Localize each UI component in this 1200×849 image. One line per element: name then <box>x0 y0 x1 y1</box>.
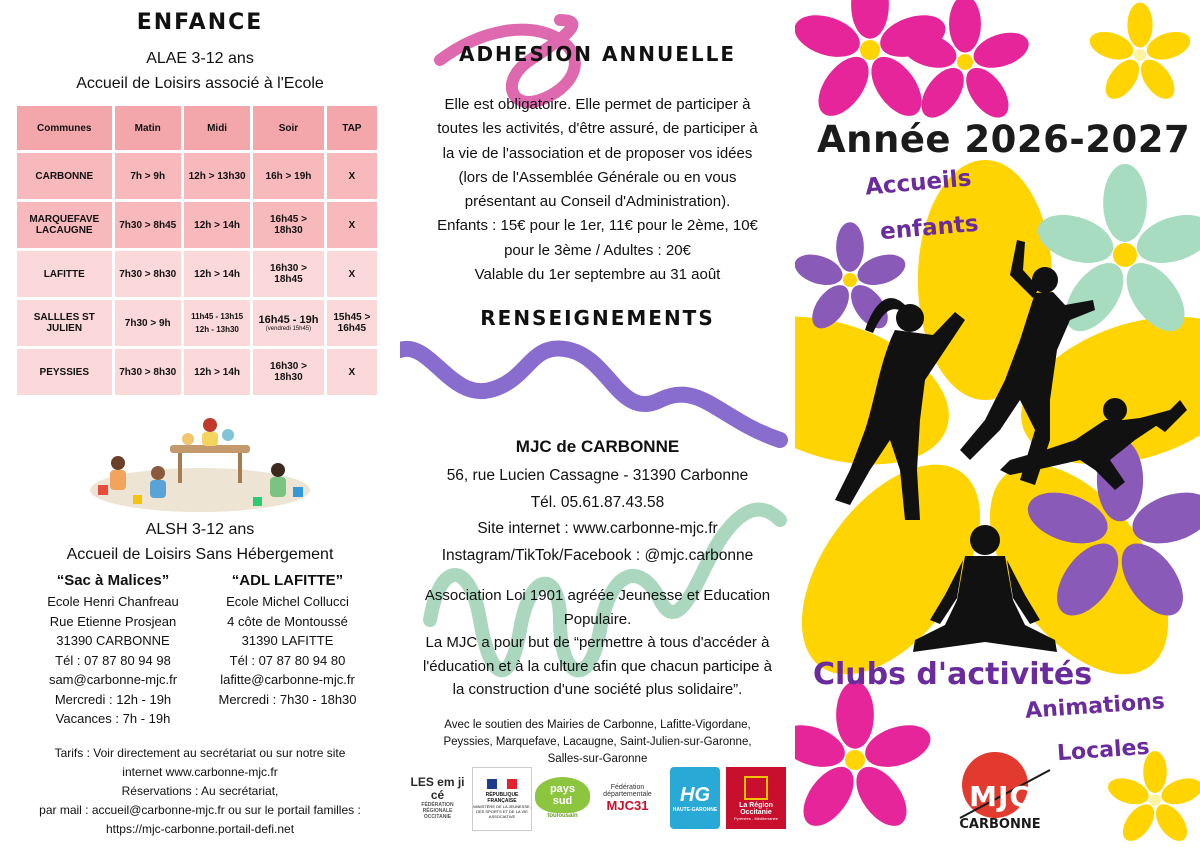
logo-occitanie-name: La Région Occitanie <box>739 801 773 816</box>
header-communes: Communes <box>17 106 112 150</box>
adl-lafitte-name: “ADL LAFITTE” <box>231 572 344 589</box>
adhesion-line: Elle est obligatoire. Elle permet de participer à <box>444 96 751 113</box>
logo-haute-garonne <box>670 767 720 829</box>
cell-matin: 7h > 9h <box>115 153 181 199</box>
logo-pays-sud <box>535 767 590 829</box>
cell-soir: 16h30 > 18h30 <box>253 349 323 395</box>
schedule-table <box>14 103 380 398</box>
cell-soir <box>253 300 323 346</box>
logo-federation-mjc31 <box>595 767 660 829</box>
cell-midi: 12h > 14h <box>184 202 250 248</box>
adhesion-line: Valable du 1er septembre au 31 août <box>474 266 721 284</box>
cell-commune: SALLLES ST JULIEN <box>17 300 112 346</box>
cell-commune: PEYSSIES <box>17 349 112 395</box>
logo-region-occitanie <box>726 767 786 829</box>
adhesion-text <box>400 93 795 287</box>
cell-midi-line1: 11h45 - 13h15 <box>191 312 244 321</box>
table-row <box>17 202 377 248</box>
logo-emjice <box>410 767 465 829</box>
year-title: Année 2026-2027 <box>817 118 1191 161</box>
adl-line: 4 côte de Montoussé <box>227 613 348 629</box>
association-line: l'éducation et à la culture afin que chacun participe à <box>423 657 772 675</box>
logo-republique <box>472 767 532 831</box>
sac-a-malices-name: “Sac à Malices” <box>56 572 170 589</box>
contact-social[interactable]: Instagram/TikTok/Facebook : @mjc.carbonne <box>441 546 754 564</box>
cell-midi: 12h > 13h30 <box>184 153 250 199</box>
adhesion-line: Enfants : 15€ pour le 1er, 11€ pour le 2ème, 10€ <box>437 217 758 235</box>
header-matin: Matin <box>115 106 181 150</box>
logo-federation-name: Fédération départementale <box>603 783 652 798</box>
enfants-label: enfants <box>879 210 980 246</box>
logo-pays-sud-name: pays sud <box>535 777 590 813</box>
enfance-title: ENFANCE <box>136 10 264 35</box>
alae-title: ALAE 3-12 ans <box>146 50 254 67</box>
adl-line: Mercredi : 7h30 - 18h30 <box>218 691 357 707</box>
adhesion-line: toutes les activités, d'être assuré, de participer à <box>437 120 758 138</box>
table-row <box>17 251 377 297</box>
cell-commune: MARQUEFAVE LACAUGNE <box>17 202 112 248</box>
logo-occitanie-sub: Pyrénées - Méditerranée <box>733 815 779 821</box>
animations-label: Animations <box>1024 689 1166 724</box>
left-panel <box>0 0 400 849</box>
cell-midi: 12h > 14h <box>184 251 250 297</box>
mjc-name: MJC de CARBONNE <box>515 437 680 456</box>
contact-block <box>400 463 795 569</box>
alae-subtitle: Accueil de Loisirs associé à l'Ecole <box>76 75 324 92</box>
children-playing-illustration <box>88 415 313 515</box>
association-line: Association Loi 1901 agréée Jeunesse et Education <box>424 587 771 604</box>
logo-republique-sub: MINISTÈRE DE LA JEUNESSE, DES SPORTS ET DE LA VIE ASSOCIATIVE <box>473 804 531 819</box>
logo-hg-name: HG <box>680 783 710 806</box>
soutien-block <box>400 717 795 768</box>
adl-line: Tél : 07 87 80 94 80 <box>229 652 346 668</box>
locales-label: Locales <box>1056 734 1151 767</box>
logo-hg-sub: HAUTE-GARONNE <box>672 806 718 813</box>
logo-emjice-name: LES em ji cé <box>410 775 465 802</box>
association-line: la construction d'une société plus solidaire”. <box>452 681 743 698</box>
contact-website[interactable]: Site internet : www.carbonne-mjc.fr <box>477 520 718 537</box>
cell-matin: 7h30 > 9h <box>115 300 181 346</box>
adhesion-line: la vie de l'association et de proposer vos idées <box>442 144 753 162</box>
table-row <box>17 153 377 199</box>
soutien-line: Salles-sur-Garonne <box>547 753 648 765</box>
cell-matin: 7h30 > 8h30 <box>115 349 181 395</box>
mjc-logo-city: CARBONNE <box>959 817 1041 832</box>
alsh-subtitle: Accueil de Loisirs Sans Hébergement <box>66 546 334 563</box>
cell-soir-note: (vendredi 15h45) <box>265 326 312 332</box>
cell-midi <box>184 300 250 346</box>
logo-federation-sub: MJC31 <box>606 797 649 813</box>
cell-matin: 7h30 > 8h30 <box>115 251 181 297</box>
sac-a-malices-block <box>28 572 198 729</box>
cell-matin: 7h30 > 8h45 <box>115 202 181 248</box>
cell-midi-line2: 12h - 13h30 <box>195 325 239 334</box>
adl-line: 31390 LAFITTE <box>241 633 334 648</box>
cell-midi: 12h > 14h <box>184 349 250 395</box>
sac-line: Mercredi : 12h - 19h <box>54 691 172 707</box>
header-midi: Midi <box>184 106 250 150</box>
adhesion-title: ADHESION ANNUELLE <box>458 42 737 66</box>
cell-tap: X <box>327 251 377 297</box>
right-panel <box>795 0 1200 849</box>
adhesion-line: (lors de l'Assemblée Générale ou en vous <box>458 168 737 186</box>
cell-tap: X <box>327 349 377 395</box>
contact-address: 56, rue Lucien Cassagne - 31390 Carbonne <box>446 467 749 484</box>
tarifs-line: Tarifs : Voir directement au secrétariat ou sur notre site <box>54 746 346 760</box>
table-row <box>17 300 377 346</box>
cell-tap: 15h45 > 16h45 <box>327 300 377 346</box>
adl-lafitte-block <box>200 572 375 709</box>
cell-soir: 16h30 > 18h45 <box>253 251 323 297</box>
association-block <box>400 584 795 702</box>
tarifs-line: internet www.carbonne-mjc.fr <box>122 765 278 779</box>
soutien-line: Peyssies, Marquefave, Lacaugne, Saint-Julien-sur-Garonne, <box>443 736 752 748</box>
cell-soir-line1: 16h45 - 19h <box>258 314 319 326</box>
association-line: Populaire. <box>563 610 632 628</box>
cell-soir: 16h45 > 18h30 <box>253 202 323 248</box>
header-tap: TAP <box>327 106 377 150</box>
cell-commune: LAFITTE <box>17 251 112 297</box>
sac-line: 31390 CARBONNE <box>56 633 170 648</box>
sac-line: Ecole Henri Chanfreau <box>47 594 179 609</box>
middle-panel <box>400 0 795 849</box>
cell-soir: 16h > 19h <box>253 153 323 199</box>
soutien-line: Avec le soutien des Mairies de Carbonne, Lafitte-Vigordane, <box>444 719 751 731</box>
tarifs-line: https://mjc-carbonne.portail-defi.net <box>105 822 295 836</box>
logo-republique-name: RÉPUBLIQUE FRANÇAISE <box>485 792 519 804</box>
cell-tap: X <box>327 202 377 248</box>
sac-line: Rue Etienne Prosjean <box>49 613 177 629</box>
cell-commune: CARBONNE <box>17 153 112 199</box>
cell-tap: X <box>327 153 377 199</box>
adl-line: lafitte@carbonne-mjc.fr <box>220 672 355 687</box>
sac-line: Tél : 07 87 80 94 98 <box>55 652 171 668</box>
sac-line: sam@carbonne-mjc.fr <box>48 672 178 687</box>
logo-emjice-sub: FÉDÉRATION RÉGIONALE OCCITANIE <box>421 802 454 820</box>
logo-pays-sud-sub: toulousain <box>547 813 578 819</box>
header-soir: Soir <box>253 106 323 150</box>
table-header-row <box>17 106 377 150</box>
adhesion-line: pour le 3ème / Adultes : 20€ <box>504 241 691 259</box>
occitan-cross-icon <box>744 776 768 800</box>
alsh-title: ALSH 3-12 ans <box>145 521 255 538</box>
renseignements-title: RENSEIGNEMENTS <box>480 306 715 330</box>
tarifs-line: Réservations : Au secrétariat, <box>121 784 279 798</box>
adhesion-line: présentant au Conseil d'Administration). <box>464 193 731 211</box>
accueils-label: Accueils <box>864 165 973 201</box>
sac-line: Vacances : 7h - 19h <box>55 711 171 726</box>
mjc-logo-text: MJC <box>969 780 1031 813</box>
association-line: La MJC a pour but de “permettre à tous d'accéder à <box>425 634 770 651</box>
tarifs-block <box>0 744 400 839</box>
adl-line: Ecole Michel Collucci <box>226 594 349 609</box>
table-row <box>17 349 377 395</box>
clubs-label: Clubs d'activités <box>813 657 1093 692</box>
tarifs-line: par mail : accueil@carbonne-mjc.fr ou sur le portail familles : <box>39 803 361 817</box>
french-flag-icon <box>487 779 517 789</box>
contact-phone: Tél. 05.61.87.43.58 <box>530 493 665 511</box>
